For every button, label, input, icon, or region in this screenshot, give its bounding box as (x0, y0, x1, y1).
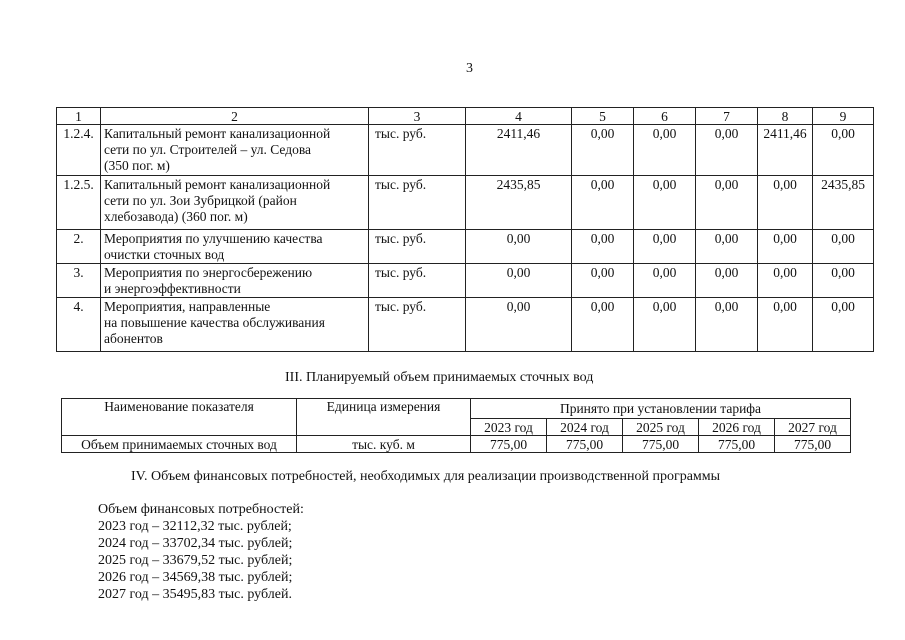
description-line: и энергоэффективности (104, 281, 241, 296)
description-line: абонентов (104, 331, 163, 346)
finance-heading: Объем финансовых потребностей: (98, 502, 304, 517)
wastewater-volume-table (61, 398, 851, 453)
row-description (101, 176, 369, 230)
row-value: 0,00 (634, 176, 696, 230)
row-unit: тыс. руб. (369, 230, 466, 264)
column-header: 1 (57, 108, 101, 125)
table-row (57, 176, 874, 230)
finance-line: 2023 год – 32112,32 тыс. рублей; (98, 519, 292, 534)
row-value: 775,00 (623, 436, 699, 453)
column-header-name: Наименование показателя (62, 399, 297, 436)
row-description (101, 125, 369, 176)
column-header: 6 (634, 108, 696, 125)
row-description (101, 230, 369, 264)
row-value: 0,00 (572, 125, 634, 176)
row-value: 0,00 (758, 298, 813, 352)
table-row (57, 298, 874, 352)
row-value: 0,00 (572, 176, 634, 230)
description-line: Капитальный ремонт канализационной (104, 177, 331, 192)
column-header-unit: Единица измерения (297, 399, 471, 436)
row-value: 0,00 (696, 298, 758, 352)
year-header: 2024 год (547, 419, 623, 436)
row-value: 0,00 (758, 264, 813, 298)
row-value: 0,00 (813, 264, 874, 298)
finance-line: 2024 год – 33702,34 тыс. рублей; (98, 536, 293, 551)
column-header: 9 (813, 108, 874, 125)
row-value: 0,00 (758, 230, 813, 264)
row-value: 775,00 (699, 436, 775, 453)
row-number: 2. (57, 230, 101, 264)
row-value: 0,00 (813, 298, 874, 352)
finance-line: 2025 год – 33679,52 тыс. рублей; (98, 553, 293, 568)
table-row (57, 125, 874, 176)
row-number: 1.2.5. (57, 176, 101, 230)
row-value: 2435,85 (466, 176, 572, 230)
row-unit: тыс. руб. (369, 176, 466, 230)
column-header: 3 (369, 108, 466, 125)
row-value: 0,00 (634, 264, 696, 298)
column-header: 7 (696, 108, 758, 125)
year-header: 2023 год (471, 419, 547, 436)
row-description (101, 264, 369, 298)
year-header: 2026 год (699, 419, 775, 436)
row-unit: тыс. руб. (369, 125, 466, 176)
column-header: 2 (101, 108, 369, 125)
row-value: 0,00 (634, 230, 696, 264)
description-line: Мероприятия по энергосбережению (104, 265, 313, 280)
row-value: 0,00 (813, 125, 874, 176)
finance-block (98, 501, 304, 603)
finance-line: 2027 год – 35495,83 тыс. рублей. (98, 587, 292, 602)
row-value: 0,00 (466, 298, 572, 352)
row-value: 2411,46 (466, 125, 572, 176)
row-value: 2411,46 (758, 125, 813, 176)
column-header: 4 (466, 108, 572, 125)
column-header: 8 (758, 108, 813, 125)
description-line: Мероприятия, направленные (104, 299, 271, 314)
description-line: на повышение качества обслуживания (104, 315, 325, 330)
table-row (57, 264, 874, 298)
row-description (101, 298, 369, 352)
section-4-title: IV. Объем финансовых потребностей, необходимых для реализации производственной программы (131, 469, 721, 484)
row-value: 0,00 (634, 298, 696, 352)
column-header-group: Принято при установлении тарифа (471, 399, 851, 419)
row-value: 775,00 (775, 436, 851, 453)
row-value: 0,00 (758, 176, 813, 230)
row-unit: тыс. руб. (369, 264, 466, 298)
row-unit: тыс. куб. м (297, 436, 471, 453)
page-number: 3 (466, 61, 473, 76)
row-number: 3. (57, 264, 101, 298)
section-3-title: III. Планируемый объем принимаемых сточных вод (285, 370, 594, 385)
description-line: очистки сточных вод (104, 247, 225, 262)
description-line: сети по ул. Строителей – ул. Седова (104, 142, 312, 157)
year-header: 2025 год (623, 419, 699, 436)
row-value: 0,00 (813, 230, 874, 264)
description-line: (350 пог. м) (104, 158, 170, 173)
description-line: хлебозавода) (360 пог. м) (104, 209, 248, 224)
row-value: 0,00 (696, 264, 758, 298)
row-value: 0,00 (466, 230, 572, 264)
row-number: 1.2.4. (57, 125, 101, 176)
row-value: 0,00 (572, 230, 634, 264)
row-value: 0,00 (572, 298, 634, 352)
table-row (62, 436, 851, 453)
table-header-row (57, 108, 874, 125)
row-number: 4. (57, 298, 101, 352)
row-value: 775,00 (471, 436, 547, 453)
description-line: Капитальный ремонт канализационной (104, 126, 331, 141)
finance-line: 2026 год – 34569,38 тыс. рублей; (98, 570, 293, 585)
row-unit: тыс. руб. (369, 298, 466, 352)
row-value: 0,00 (696, 125, 758, 176)
description-line: Мероприятия по улучшению качества (104, 231, 323, 246)
table-row (57, 230, 874, 264)
description-line: сети по ул. Зои Зубрицкой (район (104, 193, 297, 208)
column-header: 5 (572, 108, 634, 125)
year-header: 2027 год (775, 419, 851, 436)
row-value: 0,00 (696, 230, 758, 264)
row-value: 0,00 (696, 176, 758, 230)
row-value: 0,00 (466, 264, 572, 298)
row-value: 775,00 (547, 436, 623, 453)
measures-table (56, 107, 874, 352)
row-value: 0,00 (572, 264, 634, 298)
row-name: Объем принимаемых сточных вод (62, 436, 297, 453)
table-header-row (62, 399, 851, 419)
row-value: 0,00 (634, 125, 696, 176)
row-value: 2435,85 (813, 176, 874, 230)
